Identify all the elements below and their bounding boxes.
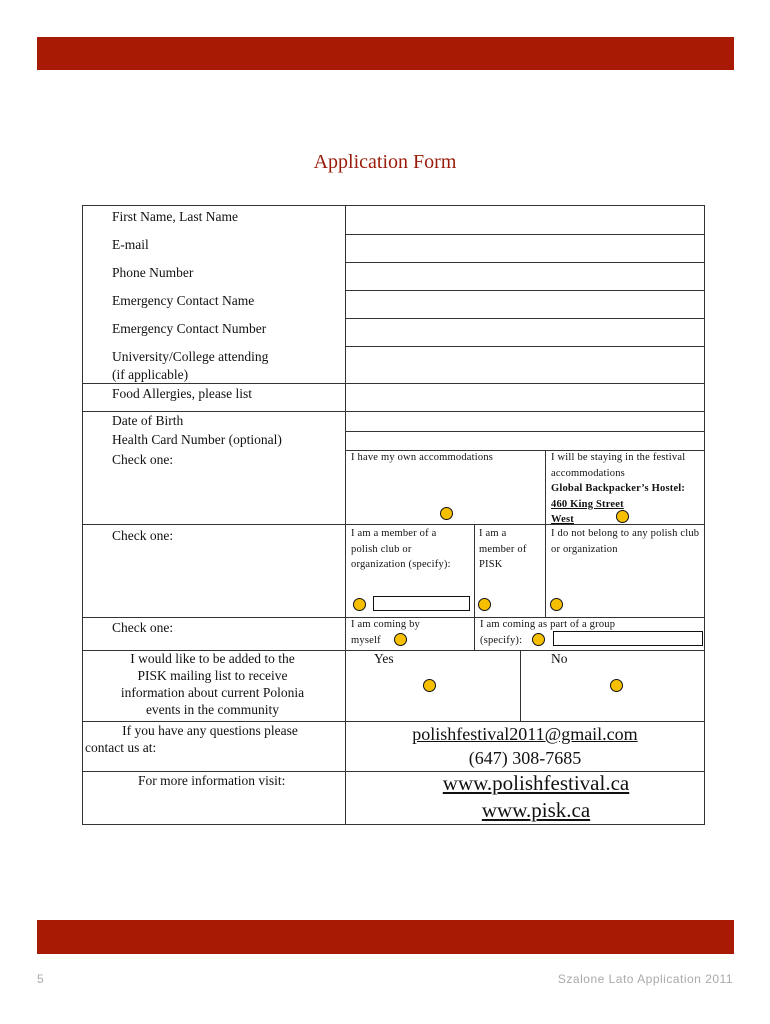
mailing-line-4: events in the community <box>145 702 280 717</box>
input-first-last-name[interactable] <box>345 206 704 233</box>
mailing-no-label: No <box>551 651 568 666</box>
label-health-card: Health Card Number (optional) <box>112 432 282 447</box>
mailing-line-3: information about current Polonia <box>120 685 305 700</box>
cell-divider <box>545 450 546 524</box>
page-title: Application Form <box>313 151 457 173</box>
footer-doc-title: Szalone Lato Application 2011 <box>557 972 733 986</box>
input-email[interactable] <box>345 234 704 261</box>
group-specify-input[interactable] <box>553 631 703 646</box>
radio-mailing-yes[interactable] <box>423 679 436 692</box>
bottom-banner <box>37 920 734 954</box>
option-own-accommodations: I have my own accommodations <box>351 452 494 463</box>
label-date-of-birth: Date of Birth <box>112 413 184 428</box>
coming-myself-line1: I am coming by <box>351 619 420 630</box>
page-number: 5 <box>37 972 44 986</box>
mailing-line-2: PISK mailing list to receive <box>137 668 288 683</box>
input-emergency-number[interactable] <box>345 318 704 345</box>
festival-accommodations-text: I will be staying in the festival accommodations <box>551 452 686 479</box>
mailing-yes-label: Yes <box>374 651 394 666</box>
coming-group-line2: (specify): <box>480 634 523 646</box>
label-first-last-name: First Name, Last Name <box>112 209 238 224</box>
option-no-club: I do not belong to any polish club or organization <box>551 528 700 555</box>
cell-divider <box>545 524 546 617</box>
option-club-member: I am a member of a polish club or organization (specify): <box>351 528 451 570</box>
input-phone[interactable] <box>345 262 704 289</box>
contact-phone: (647) 308-7685 <box>468 748 582 768</box>
radio-club-member[interactable] <box>353 598 366 611</box>
input-date-of-birth[interactable] <box>345 411 704 430</box>
label-attendance-check: Check one: <box>112 620 174 635</box>
mailing-list-question <box>90 650 335 718</box>
input-health-card[interactable] <box>345 430 704 449</box>
website-pisk-link[interactable]: www.pisk.ca <box>481 798 591 822</box>
hostel-address-1: 460 King Street <box>551 498 624 510</box>
hostel-name: Global Backpacker’s Hostel: <box>551 483 686 494</box>
option-coming-myself <box>351 617 420 648</box>
more-info-label: For more information visit: <box>138 773 286 788</box>
radio-festival-accommodations[interactable] <box>616 510 629 523</box>
coming-group-line1: I am coming as part of a group <box>480 619 616 630</box>
club-specify-input[interactable] <box>373 596 470 611</box>
radio-pisk-member[interactable] <box>478 598 491 611</box>
cell-divider <box>520 650 521 721</box>
input-university[interactable] <box>345 346 704 382</box>
cell-divider <box>474 524 475 617</box>
coming-myself-line2: myself <box>351 634 381 646</box>
more-info-links <box>346 770 726 824</box>
input-food-allergies[interactable] <box>345 383 704 410</box>
mailing-line-1: I would like to be added to the <box>130 651 295 666</box>
radio-own-accommodations[interactable] <box>440 507 453 520</box>
radio-coming-group[interactable] <box>532 633 545 646</box>
label-university-note: (if applicable) <box>112 367 189 382</box>
radio-coming-myself[interactable] <box>394 633 407 646</box>
top-banner <box>37 37 734 70</box>
contact-line-2: contact us at: <box>85 740 157 755</box>
contact-question <box>85 722 335 756</box>
hostel-address-2: West <box>551 514 574 525</box>
label-email: E-mail <box>112 237 149 252</box>
radio-no-club[interactable] <box>550 598 563 611</box>
contact-email-link[interactable]: polishfestival2011@gmail.com <box>412 724 638 744</box>
option-pisk-member: I am a member of PISK <box>479 528 527 570</box>
radio-mailing-no[interactable] <box>610 679 623 692</box>
label-emergency-number: Emergency Contact Number <box>112 321 267 336</box>
label-university: University/College attending <box>112 349 269 364</box>
contact-info <box>346 722 704 770</box>
label-food-allergies: Food Allergies, please list <box>112 386 252 401</box>
label-phone: Phone Number <box>112 265 194 280</box>
contact-line-1: If you have any questions please <box>122 723 298 738</box>
cell-divider <box>474 617 475 650</box>
website-polishfestival-link[interactable]: www.polishfestival.ca <box>442 771 630 795</box>
input-emergency-name[interactable] <box>345 290 704 317</box>
label-membership-check: Check one: <box>112 528 174 543</box>
label-emergency-name: Emergency Contact Name <box>112 293 255 308</box>
label-accommodation-check: Check one: <box>112 452 174 467</box>
